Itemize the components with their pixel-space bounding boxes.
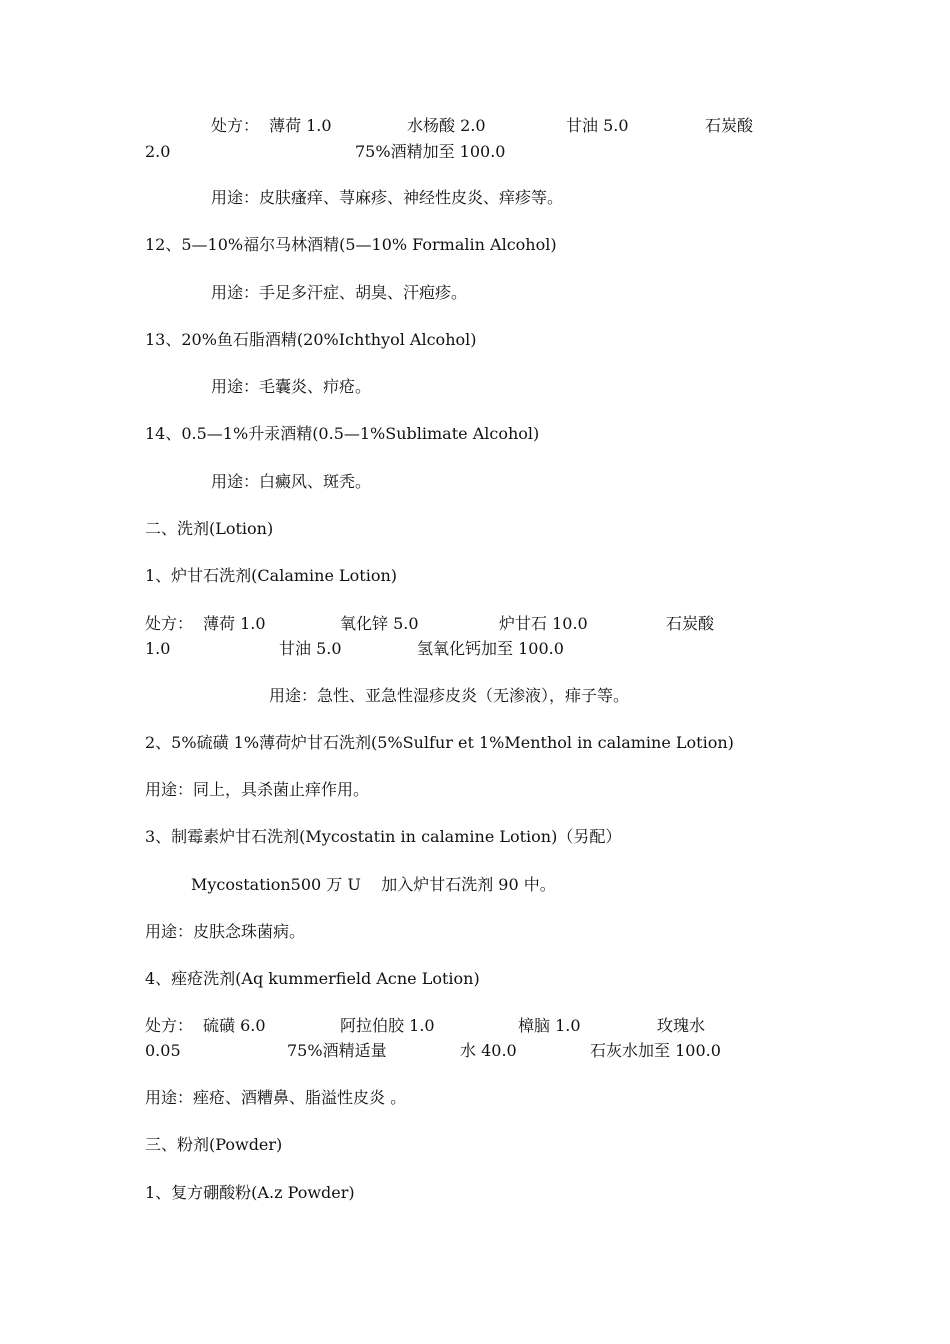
usage-text: 用途：皮肤瘙痒、荨麻疹、神经性皮炎、痒疹等。 [211, 188, 564, 207]
formula-item: 薄荷 1.0 [203, 614, 266, 633]
section-heading: 三、粉剂(Powder) [145, 1135, 283, 1154]
item-title: 1、炉甘石洗剂(Calamine Lotion) [145, 566, 397, 585]
formula-item: 樟脑 1.0 [518, 1016, 581, 1035]
usage-text: 用途：痤疮、酒糟鼻、脂溢性皮炎 。 [145, 1088, 407, 1107]
item-title: 3、制霉素炉甘石洗剂(Mycostatin in calamine Lotion)（另配） [145, 827, 622, 846]
usage-text: 用途：白癜风、斑秃。 [211, 472, 372, 491]
item-title: 14、0.5—1%升汞酒精(0.5—1%Sublimate Alcohol) [145, 424, 540, 443]
formula-item: 75%酒精加至 100.0 [355, 142, 506, 161]
formula-item: 阿拉伯胶 1.0 [340, 1016, 435, 1035]
usage-text: 用途：手足多汗症、胡臭、汗疱疹。 [211, 283, 468, 302]
usage-text: 用途：急性、亚急性湿疹皮炎（无渗液），痱子等。 [269, 686, 630, 705]
item-title: 2、5%硫磺 1%薄荷炉甘石洗剂(5%Sulfur et 1%Menthol in calamine Lotion) [145, 733, 734, 752]
usage-text: 用途：毛囊炎、疖疮。 [211, 377, 372, 396]
usage-text: 用途：皮肤念珠菌病。 [145, 922, 306, 941]
formula-label: 处方： [211, 116, 260, 135]
formula-text: Mycostation500 万 U 加入炉甘石洗剂 90 中。 [191, 875, 556, 894]
formula-item: 氢氧化钙加至 100.0 [417, 639, 564, 658]
formula-item: 薄荷 1.0 [269, 116, 332, 135]
formula-item: 石灰水加至 100.0 [590, 1041, 721, 1060]
item-title: 13、20%鱼石脂酒精(20%Ichthyol Alcohol) [145, 330, 477, 349]
formula-item-value: 2.0 [145, 142, 171, 161]
formula-item: 氧化锌 5.0 [340, 614, 419, 633]
formula-item: 水杨酸 2.0 [407, 116, 486, 135]
item-title: 12、5—10%福尔马林酒精(5—10% Formalin Alcohol) [145, 235, 557, 254]
formula-label: 处方： [145, 1016, 194, 1035]
item-title: 4、痤疮洗剂(Aq kummerfield Acne Lotion) [145, 969, 480, 988]
formula-item: 玫瑰水 [657, 1016, 706, 1035]
usage-text: 用途：同上，具杀菌止痒作用。 [145, 780, 370, 799]
formula-item: 甘油 5.0 [566, 116, 629, 135]
section-heading: 二、洗剂(Lotion) [145, 519, 274, 538]
formula-item: 石炭酸 [666, 614, 715, 633]
formula-item-value: 1.0 [145, 639, 171, 658]
formula-item: 水 40.0 [460, 1041, 517, 1060]
formula-item: 75%酒精适量 [287, 1041, 387, 1060]
formula-item-value: 0.05 [145, 1041, 181, 1060]
formula-label: 处方： [145, 614, 194, 633]
item-title: 1、复方硼酸粉(A.z Powder) [145, 1183, 355, 1202]
formula-item: 硫磺 6.0 [203, 1016, 266, 1035]
formula-item: 石炭酸 [705, 116, 754, 135]
formula-item: 甘油 5.0 [279, 639, 342, 658]
formula-item: 炉甘石 10.0 [499, 614, 588, 633]
